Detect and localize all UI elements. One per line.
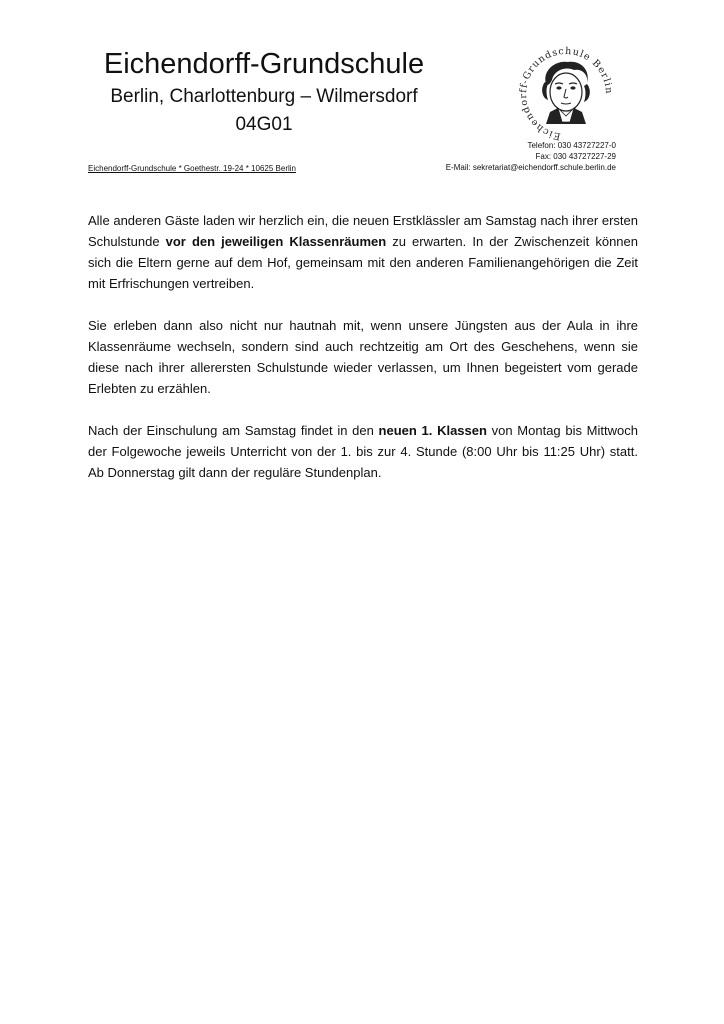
- contact-block: [356, 140, 616, 173]
- paragraph-3-text-c: von Montag bis Mittwoch der Folgewoche jeweils Unterricht von der 1. bis zur 4. Stunde (8:00 Uhr bis 11:25 Uhr) statt. Ab Donnerstag gilt dann der reguläre Stundenplan.: [88, 423, 638, 480]
- paragraph-1-emphasis: vor den jeweiligen Klassenräumen: [165, 234, 387, 249]
- paragraph-3-emphasis: neuen 1. Klassen: [378, 423, 487, 438]
- svg-text:Eichendorff-Grundschule Berlin: Eichendorff-Grundschule Berlin: [517, 45, 615, 142]
- contact-fax: Fax: 030 43727227-29: [535, 152, 616, 161]
- school-name: Eichendorff-Grundschule: [103, 48, 425, 80]
- contact-email: E-Mail: sekretariat@eichendorff.schule.berlin.de: [445, 163, 616, 172]
- school-city: Berlin, Charlottenburg – Wilmersdorf: [110, 86, 418, 107]
- letter-body: [88, 210, 638, 504]
- paragraph-1-text-a: Alle anderen Gäste laden wir herzlich ein, die neuen Erstklässler am Samstag nach ihrer ersten Schulstunde: [88, 213, 638, 249]
- paragraph-2-text: Sie erleben dann also nicht nur hautnah mit, wenn unsere Jüngsten aus der Aula in ihre Klassenräume wechseln, sondern sind auch rechtzeitig am Ort des Geschehens, wenn sie diese nach ihrer allerersten Schulstunde wieder verlassen, um Ihnen begeistert vom gerade Erlebten zu erzählen.: [88, 318, 638, 396]
- paragraph-1-text-c: zu erwarten. In der Zwischenzeit können sich die Eltern gerne auf dem Hof, gemeinsam mit den anderen Familienangehörigen die Zeit mit Erfrischungen vertreiben.: [88, 234, 638, 291]
- paragraph-3-text-a: Nach der Einschulung am Samstag findet in den: [88, 423, 379, 438]
- sender-address-line: Eichendorff-Grundschule * Goethestr. 19-24 * 10625 Berlin: [88, 164, 296, 173]
- paragraph-1: [88, 210, 638, 294]
- portrait-seal-icon: [512, 42, 620, 142]
- school-code: 04G01: [235, 114, 293, 135]
- contact-phone: Telefon: 030 43727227-0: [527, 141, 616, 150]
- paragraph-3: [88, 420, 638, 483]
- paragraph-2: [88, 315, 638, 399]
- school-logo: [512, 42, 620, 142]
